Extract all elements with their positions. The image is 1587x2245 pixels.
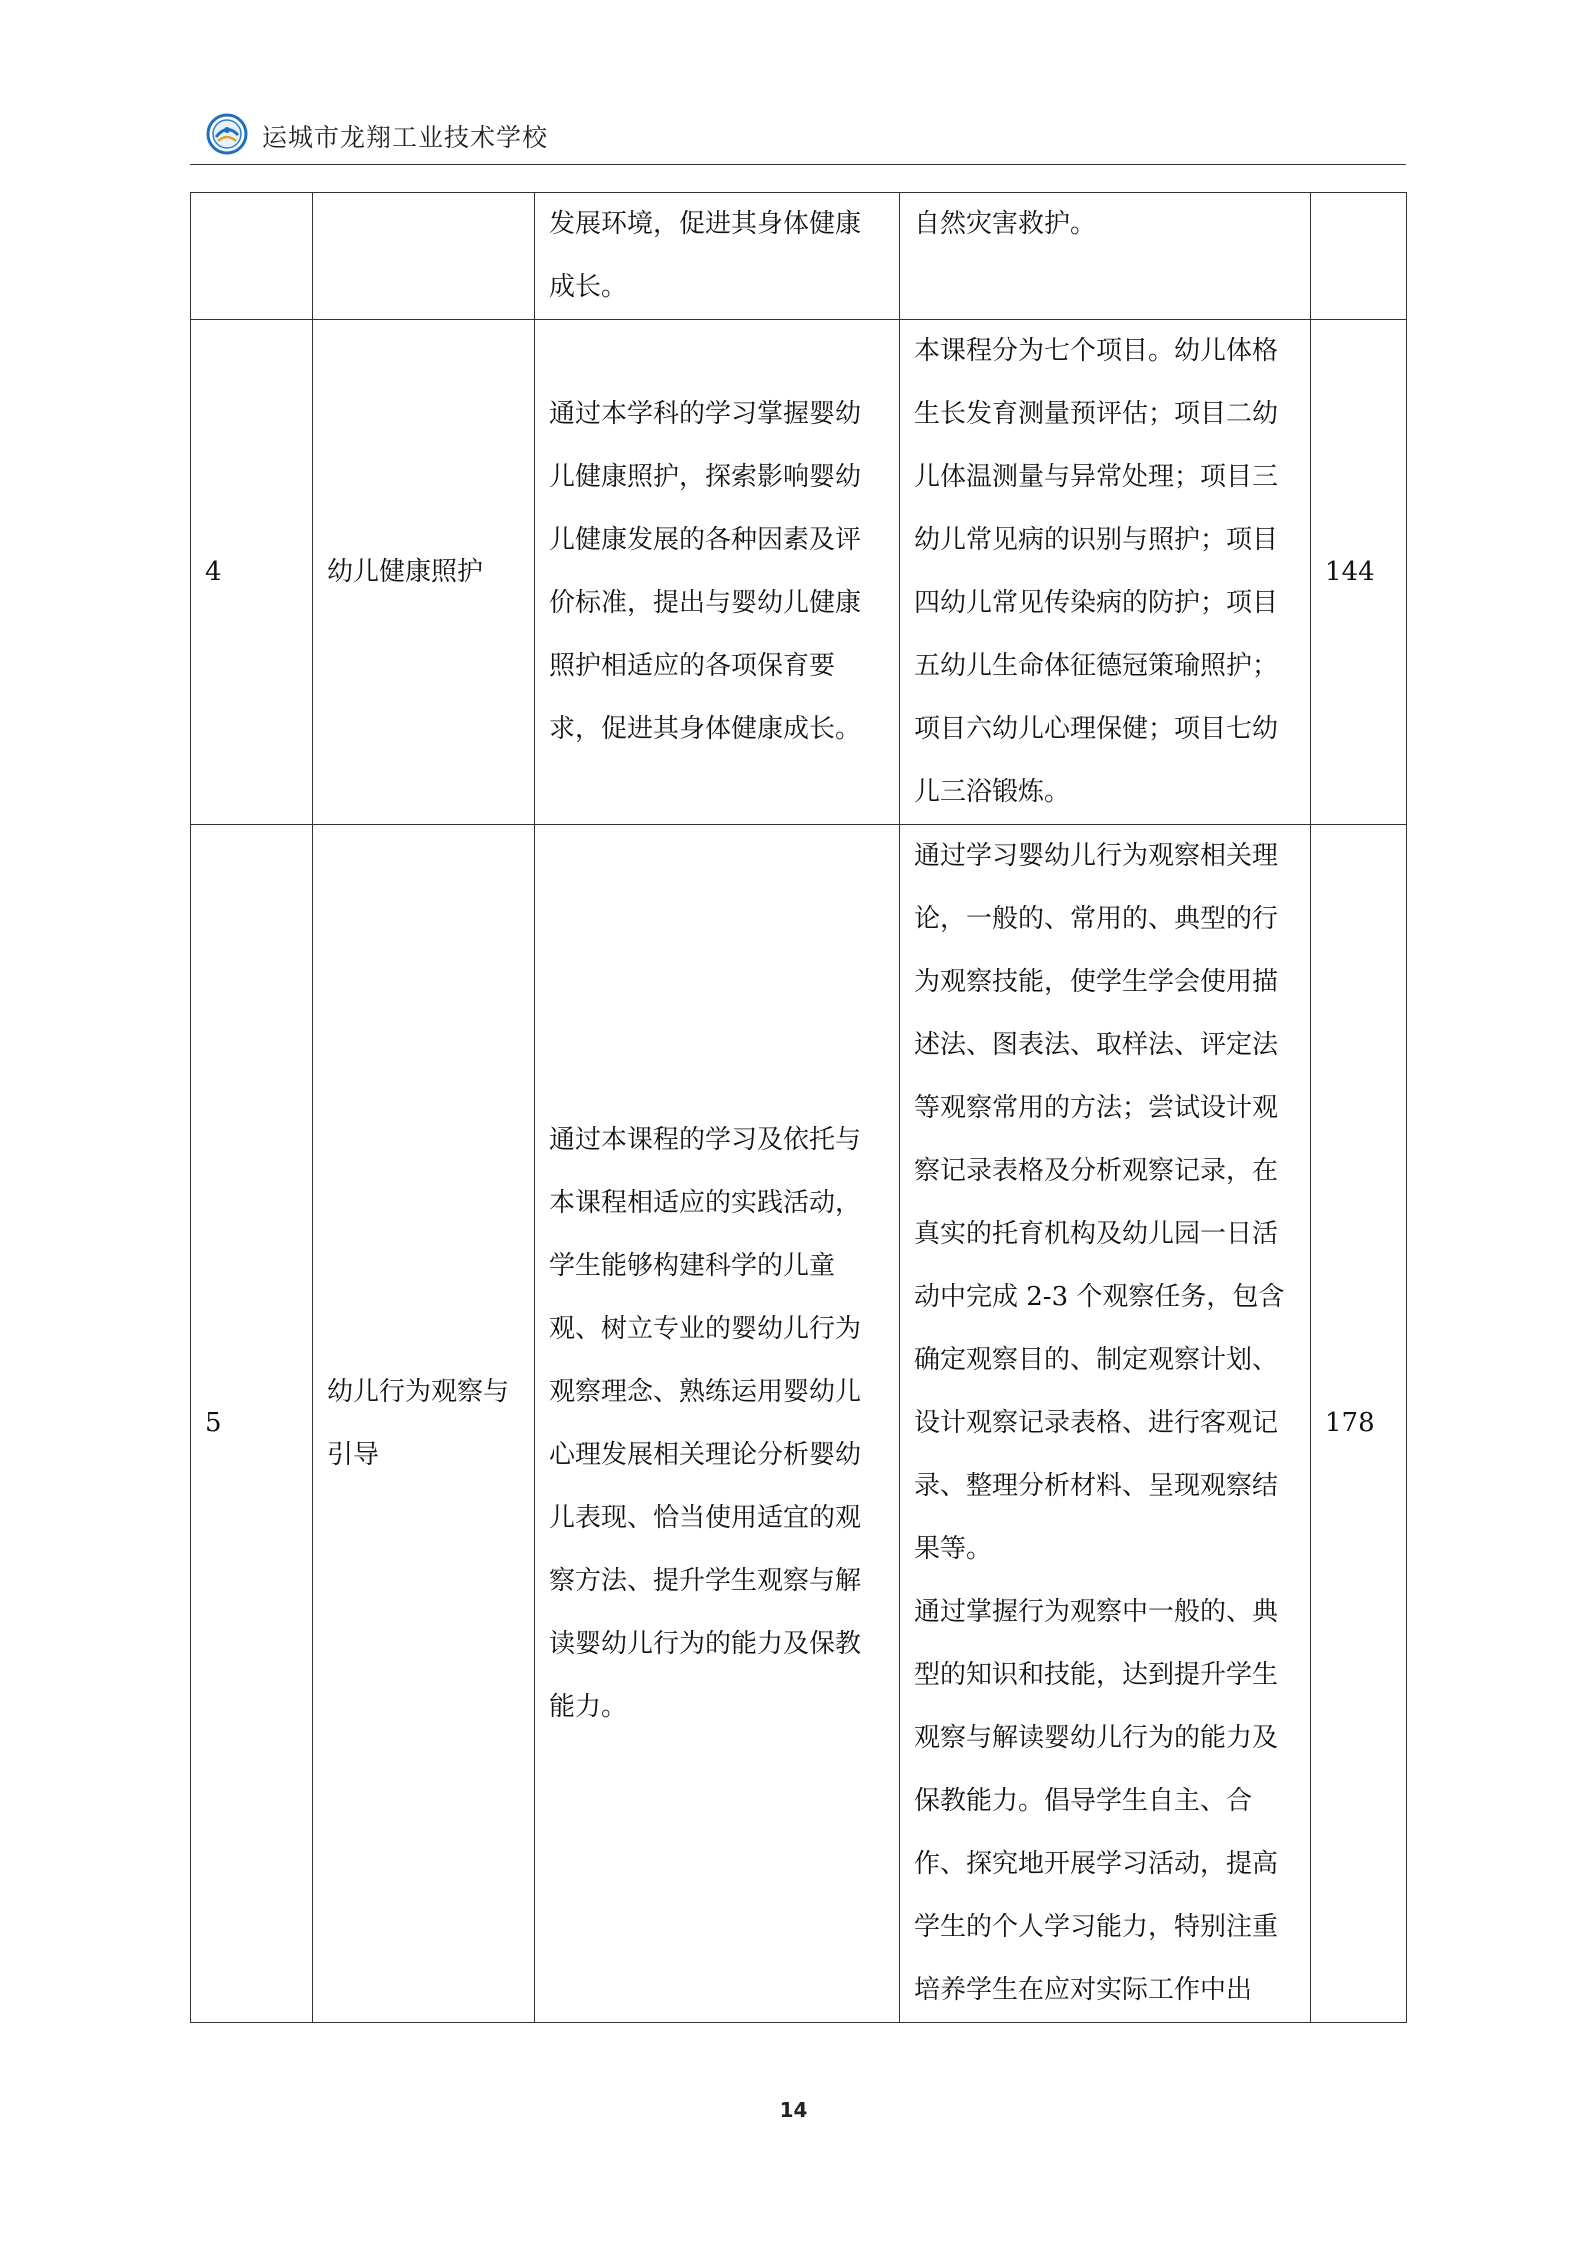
table-row	[191, 320, 1407, 825]
course-goal: 通过本课程的学习及依托与本课程相适应的实践活动，学生能够构建科学的儿童观、树立专业的婴幼儿行为观察理念、熟练运用婴幼儿心理发展相关理论分析婴幼儿表现、恰当使用适宜的观察方法、提升学生观察与解读婴幼儿行为的能力及保教能力。	[535, 825, 900, 2023]
course-hours	[1311, 193, 1407, 320]
course-hours: 144	[1311, 320, 1407, 825]
course-goal: 通过本学科的学习掌握婴幼儿健康照护，探索影响婴幼儿健康发展的各种因素及评价标准，提出与婴幼儿健康照护相适应的各项保育要求，促进其身体健康成长。	[535, 320, 900, 825]
course-content	[900, 825, 1311, 2023]
content-paragraph: 本课程分为七个项目。幼儿体格生长发育测量预评估；项目二幼儿体温测量与异常处理；项目三幼儿常见病的识别与照护；项目四幼儿常见传染病的防护；项目五幼儿生命体征德冠策瑜照护；项目六幼儿心理保健；项目七幼儿三浴锻炼。	[914, 336, 1279, 807]
row-number: 5	[191, 825, 313, 2023]
course-table	[190, 192, 1407, 2023]
table-row	[191, 825, 1407, 2023]
row-number: 4	[191, 320, 313, 825]
course-content	[900, 320, 1311, 825]
course-content	[900, 193, 1311, 320]
course-name	[313, 193, 535, 320]
course-name: 幼儿行为观察与引导	[313, 825, 535, 2023]
content-paragraph: 通过掌握行为观察中一般的、典型的知识和技能，达到提升学生观察与解读婴幼儿行为的能力及保教能力。倡导学生自主、合作、探究地开展学习活动，提高学生的个人学习能力，特别注重培养学生在应对实际工作中出	[914, 1597, 1279, 2005]
content-paragraph: 通过学习婴幼儿行为观察相关理论，一般的、常用的、典型的行为观察技能，使学生学会使用描述法、图表法、取样法、评定法等观察常用的方法；尝试设计观察记录表格及分析观察记录，在真实的托育机构及幼儿园一日活动中完成 2-3 个观察任务，包含确定观察目的、制定观察计划、设计观察记录表格、进行客观记录、整理分析材料、呈现观察结果等。	[914, 841, 1285, 1564]
row-number	[191, 193, 313, 320]
table-row	[191, 193, 1407, 320]
page-header	[190, 108, 1406, 165]
course-name: 幼儿健康照护	[313, 320, 535, 825]
school-name: 运城市龙翔工业技术学校	[262, 123, 549, 152]
page-number: 14	[779, 2098, 808, 2122]
content-paragraph: 自然灾害救护。	[914, 209, 1097, 239]
course-hours: 178	[1311, 825, 1407, 2023]
course-goal: 发展环境，促进其身体健康成长。	[535, 193, 900, 320]
school-emblem-icon	[206, 113, 248, 155]
